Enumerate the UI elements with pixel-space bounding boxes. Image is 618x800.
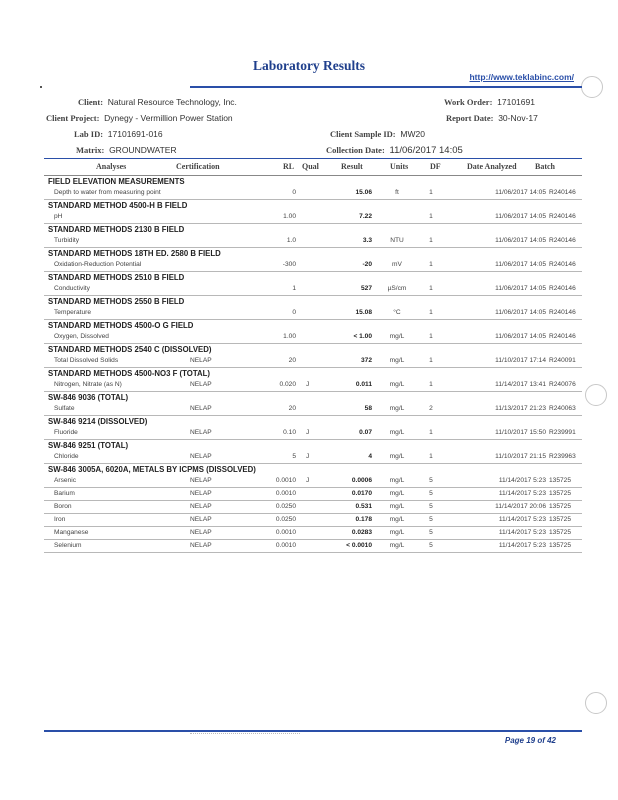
units-cell: mg/L	[389, 503, 405, 510]
collection-date-value: 11/06/2017 14:05	[389, 145, 463, 156]
sample-id-info	[330, 129, 425, 139]
units-cell: mg/L	[389, 381, 405, 388]
method-section-heading: STANDARD METHODS 4500-NO3 F (TOTAL)	[48, 369, 211, 378]
table-row	[44, 403, 582, 416]
units-cell: mg/L	[389, 333, 405, 340]
units-cell: ft	[395, 189, 399, 196]
analysis-cell: Barium	[54, 490, 75, 497]
lab-id-label: Lab ID:	[74, 129, 104, 139]
matrix-info	[76, 145, 177, 155]
rl-cell: 1.0	[286, 237, 296, 244]
rl-cell: 20	[288, 357, 296, 364]
table-row	[44, 283, 582, 296]
df-cell: 1	[429, 429, 433, 436]
result-cell: 7.22	[359, 213, 372, 220]
qual-cell: J	[306, 381, 310, 388]
scan-mark	[40, 86, 42, 88]
rl-cell: 0.020	[279, 381, 296, 388]
batch-cell: R240146	[549, 285, 576, 292]
analysis-cell: Sulfate	[54, 405, 75, 412]
analysis-cell: Total Dissolved Solids	[54, 357, 119, 364]
col-qual: Qual	[302, 162, 319, 171]
units-cell: mg/L	[389, 477, 405, 484]
date-analyzed-cell: 11/06/2017 14:05	[495, 237, 546, 244]
certification-cell: NELAP	[190, 381, 212, 388]
batch-cell: 135725	[549, 542, 572, 549]
header-divider	[44, 158, 582, 159]
footer-rule	[44, 730, 582, 732]
table-row	[44, 540, 582, 553]
report-date-value: 30-Nov-17	[498, 113, 538, 123]
rl-cell: 20	[288, 405, 296, 412]
units-cell: mg/L	[389, 453, 405, 460]
result-cell: 0.0006	[351, 477, 372, 484]
analysis-cell: Turbidity	[54, 237, 80, 244]
lab-id-value: 17101691-016	[107, 129, 163, 139]
rl-cell: 0.0010	[275, 529, 296, 536]
df-cell: 1	[429, 261, 433, 268]
date-analyzed-cell: 11/10/2017 15:50	[495, 429, 546, 436]
collection-date-label: Collection Date:	[326, 145, 385, 155]
table-row	[44, 514, 582, 527]
table-row	[44, 259, 582, 272]
header-rule	[190, 86, 582, 88]
qual-cell: J	[306, 429, 310, 436]
result-cell: < 1.00	[353, 333, 372, 340]
report-date-info	[446, 113, 538, 123]
analysis-cell: Chloride	[54, 453, 79, 460]
date-analyzed-cell: 11/14/2017 5:23	[498, 477, 546, 484]
results-table	[44, 176, 582, 553]
date-analyzed-cell: 11/14/2017 5:23	[498, 490, 546, 497]
table-row	[44, 527, 582, 540]
batch-cell: 135725	[549, 503, 572, 510]
project-label: Client Project:	[46, 113, 100, 123]
col-rl: RL	[283, 162, 295, 171]
date-analyzed-cell: 11/06/2017 14:05	[495, 261, 546, 268]
table-row	[44, 211, 582, 224]
footer-dotted-rule	[190, 733, 300, 734]
result-cell: 372	[360, 357, 372, 364]
result-cell: 0.07	[359, 429, 372, 436]
matrix-value: GROUNDWATER	[109, 145, 177, 155]
certification-cell: NELAP	[190, 477, 212, 484]
method-section-heading: SW-846 9214 (DISSOLVED)	[48, 417, 148, 426]
date-analyzed-cell: 11/13/2017 21:23	[495, 405, 546, 412]
rl-cell: 0.10	[283, 429, 296, 436]
col-result: Result	[341, 162, 363, 171]
sample-id-value: MW20	[400, 129, 425, 139]
rl-cell: 1	[292, 285, 296, 292]
certification-cell: NELAP	[190, 542, 212, 549]
method-section-heading: SW-846 3005A, 6020A, METALS BY ICPMS (DISSOLVED)	[48, 465, 256, 474]
analysis-cell: Conductivity	[54, 285, 90, 292]
lab-id-info	[74, 129, 163, 139]
analysis-cell: Depth to water from measuring point	[54, 189, 161, 196]
units-cell: mg/L	[389, 357, 405, 364]
df-cell: 1	[429, 309, 433, 316]
date-analyzed-cell: 11/06/2017 14:05	[495, 213, 546, 220]
units-cell: NTU	[390, 237, 404, 244]
rl-cell: 0	[292, 189, 296, 196]
matrix-label: Matrix:	[76, 145, 105, 155]
analysis-cell: Nitrogen, Nitrate (as N)	[54, 381, 122, 388]
rl-cell: 0.0010	[275, 490, 296, 497]
method-section-heading: STANDARD METHODS 18TH ED. 2580 B FIELD	[48, 249, 221, 258]
date-analyzed-cell: 11/10/2017 17:14	[495, 357, 546, 364]
date-analyzed-cell: 11/14/2017 5:23	[498, 542, 546, 549]
date-analyzed-cell: 11/14/2017 5:23	[498, 529, 546, 536]
col-date-analyzed: Date Analyzed	[467, 162, 517, 171]
batch-cell: R240146	[549, 333, 576, 340]
batch-cell: R239963	[549, 453, 576, 460]
col-analyses: Analyses	[96, 162, 127, 171]
date-analyzed-cell: 11/06/2017 14:05	[495, 285, 546, 292]
work-order-label: Work Order:	[444, 97, 493, 107]
sample-id-label: Client Sample ID:	[330, 129, 396, 139]
batch-cell: R240146	[549, 213, 576, 220]
collection-date-info	[326, 145, 463, 156]
qual-cell: J	[306, 477, 310, 484]
batch-cell: R240091	[549, 357, 576, 364]
result-cell: 15.06	[355, 189, 372, 196]
date-analyzed-cell: 11/10/2017 21:15	[495, 453, 546, 460]
batch-cell: R240146	[549, 237, 576, 244]
result-cell: 0.0170	[351, 490, 372, 497]
date-analyzed-cell: 11/14/2017 5:23	[498, 516, 546, 523]
date-analyzed-cell: 11/14/2017 20:06	[495, 503, 546, 510]
batch-cell: 135725	[549, 529, 572, 536]
col-batch: Batch	[535, 162, 555, 171]
analysis-cell: Oxidation-Reduction Potential	[54, 261, 142, 268]
units-cell: mg/L	[389, 405, 405, 412]
work-order-value: 17101691	[497, 97, 535, 107]
result-cell: 0.0283	[351, 529, 372, 536]
analysis-cell: Oxygen, Dissolved	[54, 333, 109, 340]
batch-cell: R240076	[549, 381, 576, 388]
df-cell: 5	[429, 477, 433, 484]
certification-cell: NELAP	[190, 490, 212, 497]
work-order-info	[444, 97, 535, 107]
analysis-cell: Iron	[54, 516, 66, 523]
batch-cell: R240063	[549, 405, 576, 412]
qual-cell: J	[306, 453, 310, 460]
units-cell: mg/L	[389, 516, 405, 523]
certification-cell: NELAP	[190, 429, 212, 436]
lab-website-link[interactable]: http://www.teklabinc.com/	[469, 72, 574, 82]
rl-cell: -300	[282, 261, 296, 268]
rl-cell: 0.0010	[275, 542, 296, 549]
rl-cell: 0.0250	[275, 516, 296, 523]
date-analyzed-cell: 11/06/2017 14:05	[495, 333, 546, 340]
method-section-heading: FIELD ELEVATION MEASUREMENTS	[48, 177, 185, 186]
analysis-cell: Boron	[54, 503, 72, 510]
batch-cell: 135725	[549, 490, 572, 497]
rl-cell: 0.0010	[275, 477, 296, 484]
df-cell: 1	[429, 237, 433, 244]
table-row	[44, 379, 582, 392]
units-cell: °C	[393, 309, 401, 316]
col-units: Units	[390, 162, 409, 171]
batch-cell: R240146	[549, 309, 576, 316]
method-section-heading: SW-846 9251 (TOTAL)	[48, 441, 129, 450]
client-label: Client:	[78, 97, 104, 107]
page-title: Laboratory Results	[252, 58, 366, 73]
df-cell: 1	[429, 357, 433, 364]
rl-cell: 0	[292, 309, 296, 316]
method-section-heading: STANDARD METHODS 2540 C (DISSOLVED)	[48, 345, 212, 354]
certification-cell: NELAP	[190, 529, 212, 536]
df-cell: 5	[429, 503, 433, 510]
result-cell: 15.08	[355, 309, 372, 316]
analysis-cell: Selenium	[54, 542, 82, 549]
punch-hole-top	[581, 76, 603, 98]
method-section-heading: STANDARD METHODS 2510 B FIELD	[48, 273, 185, 282]
date-analyzed-cell: 11/06/2017 14:05	[495, 309, 546, 316]
result-cell: 0.011	[355, 381, 372, 388]
punch-hole-bottom	[585, 692, 607, 714]
units-cell: mg/L	[389, 529, 405, 536]
batch-cell: R240146	[549, 261, 576, 268]
client-info	[78, 97, 237, 107]
analysis-cell: Temperature	[54, 309, 92, 316]
method-section-heading: SW-846 9036 (TOTAL)	[48, 393, 129, 402]
date-analyzed-cell: 11/06/2017 14:05	[495, 189, 546, 196]
certification-cell: NELAP	[190, 503, 212, 510]
client-value: Natural Resource Technology, Inc.	[107, 97, 237, 107]
certification-cell: NELAP	[190, 453, 212, 460]
certification-cell: NELAP	[190, 357, 212, 364]
table-row	[44, 488, 582, 501]
rl-cell: 5	[292, 453, 296, 460]
date-analyzed-cell: 11/14/2017 13:41	[495, 381, 546, 388]
table-row	[44, 235, 582, 248]
batch-cell: R239991	[549, 429, 576, 436]
df-cell: 5	[429, 529, 433, 536]
page-number: Page 19 of 42	[504, 736, 556, 745]
method-section-heading: STANDARD METHODS 2130 B FIELD	[48, 225, 185, 234]
batch-cell: 135725	[549, 477, 572, 484]
df-cell: 5	[429, 516, 433, 523]
df-cell: 1	[429, 213, 433, 220]
df-cell: 1	[429, 333, 433, 340]
col-certification: Certification	[176, 162, 220, 171]
result-cell: 3.3	[362, 237, 372, 244]
certification-cell: NELAP	[190, 516, 212, 523]
analysis-cell: Manganese	[54, 529, 89, 536]
df-cell: 5	[429, 490, 433, 497]
result-cell: 4	[368, 453, 372, 460]
analysis-cell: pH	[54, 213, 63, 220]
report-date-label: Report Date:	[446, 113, 494, 123]
table-row	[44, 331, 582, 344]
column-headers	[44, 162, 582, 174]
result-cell: 527	[360, 285, 372, 292]
table-row	[44, 427, 582, 440]
units-cell: mg/L	[389, 490, 405, 497]
result-cell: < 0.0010	[346, 542, 372, 549]
batch-cell: R240146	[549, 189, 576, 196]
analysis-cell: Arsenic	[54, 477, 76, 484]
table-row	[44, 475, 582, 488]
col-df: DF	[430, 162, 441, 171]
project-info	[46, 113, 233, 123]
result-cell: 0.178	[355, 516, 372, 523]
df-cell: 1	[429, 381, 433, 388]
table-row	[44, 307, 582, 320]
result-cell: 0.531	[355, 503, 372, 510]
rl-cell: 1.00	[283, 333, 296, 340]
table-row	[44, 501, 582, 514]
df-cell: 1	[429, 453, 433, 460]
method-section-heading: STANDARD METHODS 4500-O G FIELD	[48, 321, 194, 330]
method-section-heading: STANDARD METHOD 4500-H B FIELD	[48, 201, 188, 210]
units-cell: mV	[392, 261, 402, 268]
batch-cell: 135725	[549, 516, 572, 523]
df-cell: 5	[429, 542, 433, 549]
units-cell: mg/L	[389, 542, 405, 549]
result-cell: -20	[362, 261, 372, 268]
rl-cell: 1.00	[283, 213, 296, 220]
project-value: Dynegy - Vermillion Power Station	[104, 113, 233, 123]
punch-hole-middle	[585, 384, 607, 406]
units-cell: µS/cm	[387, 285, 407, 292]
rl-cell: 0.0250	[275, 503, 296, 510]
df-cell: 2	[429, 405, 433, 412]
certification-cell: NELAP	[190, 405, 212, 412]
table-row	[44, 355, 582, 368]
method-section-heading: STANDARD METHODS 2550 B FIELD	[48, 297, 185, 306]
table-row	[44, 187, 582, 200]
result-cell: 58	[364, 405, 372, 412]
analysis-cell: Fluoride	[54, 429, 78, 436]
df-cell: 1	[429, 189, 433, 196]
units-cell: mg/L	[389, 429, 405, 436]
table-row	[44, 451, 582, 464]
df-cell: 1	[429, 285, 433, 292]
